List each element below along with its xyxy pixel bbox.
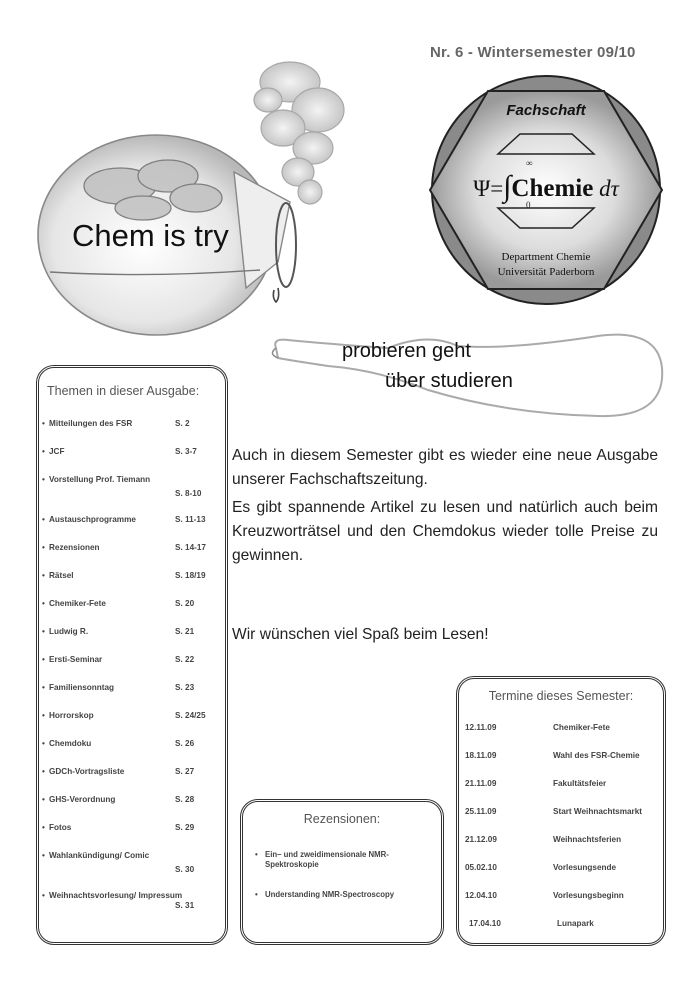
- toc-item-title: Weihnachtsvorlesung/ Impressum: [49, 891, 183, 900]
- illustration-caption: Chem is try: [72, 218, 229, 253]
- toc-item-title: GHS-Verordnung: [49, 795, 116, 804]
- toc-item-title: Chemdoku: [49, 739, 92, 748]
- events-box: [456, 676, 666, 946]
- toc-item-page: S. 2: [175, 419, 190, 428]
- toc-item-title: Ludwig R.: [49, 627, 89, 636]
- toc-item-title: Vorstellung Prof. Tiemann: [49, 475, 151, 484]
- logo-formula: Ψ=∫Chemie dτ: [473, 170, 619, 203]
- toc-item-page: S. 28: [175, 795, 195, 804]
- event-name: Vorlesungsende: [553, 863, 617, 872]
- issue-number: Nr. 6 - Wintersemester 09/10: [430, 44, 636, 61]
- logo-integral-lower: 0: [526, 200, 531, 210]
- toc-item-title: Wahlankündigung/ Comic: [49, 851, 150, 860]
- toc-box: Themen in dieser Ausgabe: • Mitteilungen des FSR S. 2 • JCF S. 3-7 • Vorstellung Prof. Tiemann S. 8-10 • Austauschprogramme S. 11-13 • Rezensionen S. 14-17 • Rätsel S. 18/19 • Chemiker-Fete S. 20 • Ludwig R. S. 21 • Ersti-Seminar S. 22 • Familiensonntag S. 23 • Horrorskop S. 24/25 • Chemdoku S. 26 • GDCh-Vortragsliste S. 27 • GHS-Verordnung S. 28 • Fotos S. 29 • Wahlankündigung/ Comic S. 30 • Weihnachtsvorlesung/ Impressum S. 31: [36, 365, 228, 945]
- intro-paragraph-2: Es gibt spannende Artikel zu lesen und natürlich auch beim Kreuzworträtsel und den Chemdokus wieder tolle Preise zu gewinnen.: [232, 499, 658, 564]
- toc-item-page: S. 21: [175, 627, 195, 636]
- toc-item-page: S. 14-17: [175, 543, 206, 552]
- event-name: Weihnachtsferien: [553, 835, 622, 844]
- toc-item-title: Rätsel: [49, 571, 74, 580]
- event-date: 21.11.09: [465, 779, 497, 788]
- toc-item-page: S. 11-13: [175, 515, 206, 524]
- toc-item-title: Rezensionen: [49, 543, 100, 552]
- toc-item-title: GDCh-Vortragsliste: [49, 767, 125, 776]
- toc-item-title: Mitteilungen des FSR: [49, 419, 133, 428]
- logo-integral-upper: ∞: [526, 158, 533, 168]
- toc-item-page: S. 23: [175, 683, 195, 692]
- event-date: 21.12.09: [465, 835, 497, 844]
- logo-title: Fachschaft: [506, 102, 586, 119]
- event-date: 12.11.09: [465, 723, 497, 732]
- slogan-line-2: über studieren: [385, 370, 513, 392]
- events-title: Termine dieses Semester:: [488, 689, 634, 703]
- reviews-box: Rezensionen: • Ein– und zweidimensionale NMR-Spektroskopie • Understanding NMR-Spectroscopy: [240, 799, 444, 945]
- event-date: 25.11.09: [465, 807, 497, 816]
- toc-item-page: S. 8-10: [175, 489, 202, 498]
- event-date: 12.04.10: [465, 891, 497, 900]
- toc-item-page: S. 29: [175, 823, 195, 832]
- toc-item-page: S. 31: [175, 901, 195, 910]
- toc-item-page: S. 22: [175, 655, 195, 664]
- toc-item-page: S. 3-7: [175, 447, 197, 456]
- slogan-line-1: probieren geht: [342, 340, 471, 362]
- fachschaft-logo: [428, 72, 664, 308]
- toc-item-page: S. 26: [175, 739, 195, 748]
- event-date: 05.02.10: [465, 863, 497, 872]
- toc-item-title: Fotos: [49, 823, 72, 832]
- event-name: Lunapark: [557, 919, 594, 928]
- toc-item-page: S. 18/19: [175, 571, 206, 580]
- toc-item-title: Austauschprogramme: [49, 515, 136, 524]
- flask-illustration: [28, 40, 388, 360]
- logo-department: Department Chemie Universität Paderborn: [497, 251, 595, 278]
- toc-item-page: S. 24/25: [175, 711, 206, 720]
- toc-item-title: Ersti-Seminar: [49, 655, 103, 664]
- event-date: 17.04.10: [469, 919, 501, 928]
- toc-item-page: S. 27: [175, 767, 195, 776]
- event-name: Fakultätsfeier: [553, 779, 607, 788]
- intro-paragraph-1: Auch in diesem Semester gibt es wieder eine neue Ausgabe unserer Fachschaftszeitung.: [232, 447, 658, 488]
- toc-item-title: Horrorskop: [49, 711, 94, 720]
- event-name: Vorlesungsbeginn: [553, 891, 624, 900]
- event-name: Chemiker-Fete: [553, 723, 610, 732]
- toc-item-page: S. 30: [175, 865, 195, 874]
- event-name: Wahl des FSR-Chemie: [553, 751, 640, 760]
- toc-item-page: S. 20: [175, 599, 195, 608]
- intro-text: [232, 444, 658, 572]
- event-date: 18.11.09: [465, 751, 497, 760]
- toc-title: Themen in dieser Ausgabe:: [47, 384, 200, 398]
- event-name: Start Weihnachtsmarkt: [553, 807, 643, 816]
- toc-item-title: Familiensonntag: [49, 683, 115, 692]
- toc-item-title: JCF: [49, 447, 65, 456]
- greeting: Wir wünschen viel Spaß beim Lesen!: [232, 626, 489, 643]
- reviews-title: Rezensionen:: [303, 812, 381, 826]
- toc-item-title: Chemiker-Fete: [49, 599, 106, 608]
